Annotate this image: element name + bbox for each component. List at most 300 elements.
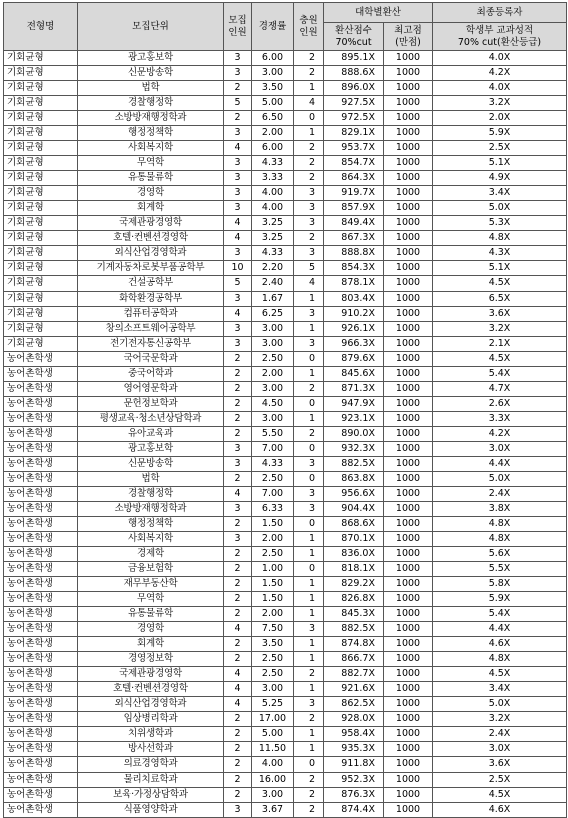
- cell-converted-score: 958.4X: [324, 727, 384, 742]
- cell-quota: 5: [224, 276, 252, 291]
- cell-gpa: 5.9X: [433, 126, 567, 141]
- cell-competition: 4.00: [252, 201, 294, 216]
- cell-additional: 2: [294, 171, 324, 186]
- cell-max-score: 1000: [384, 637, 433, 652]
- cell-max-score: 1000: [384, 471, 433, 486]
- cell-gpa: 5.0X: [433, 697, 567, 712]
- cell-admission-type: 농어촌학생: [4, 441, 78, 456]
- table-row: [4, 562, 567, 577]
- cell-quota: 4: [224, 231, 252, 246]
- cell-unit: 경찰행정학: [78, 486, 224, 501]
- table-row: [4, 486, 567, 501]
- cell-quota: 2: [224, 577, 252, 592]
- cell-unit: 국제관광경영학: [78, 216, 224, 231]
- cell-max-score: 1000: [384, 622, 433, 637]
- cell-admission-type: 기회균형: [4, 246, 78, 261]
- cell-unit: 치위생학과: [78, 727, 224, 742]
- cell-converted-score: 888.6X: [324, 66, 384, 81]
- cell-unit: 전기전자통신공학부: [78, 336, 224, 351]
- cell-converted-score: 882.7X: [324, 667, 384, 682]
- cell-quota: 3: [224, 802, 252, 817]
- cell-quota: 2: [224, 607, 252, 622]
- cell-gpa: 5.3X: [433, 216, 567, 231]
- cell-additional: 1: [294, 532, 324, 547]
- cell-quota: 3: [224, 336, 252, 351]
- cell-quota: 2: [224, 111, 252, 126]
- cell-max-score: 1000: [384, 787, 433, 802]
- cell-gpa: 4.9X: [433, 171, 567, 186]
- cell-converted-score: 888.8X: [324, 246, 384, 261]
- cell-additional: 3: [294, 697, 324, 712]
- cell-additional: 3: [294, 201, 324, 216]
- cell-converted-score: 868.6X: [324, 516, 384, 531]
- cell-unit: 화학환경공학부: [78, 291, 224, 306]
- cell-converted-score: 874.4X: [324, 802, 384, 817]
- cell-admission-type: 기회균형: [4, 261, 78, 276]
- cell-additional: 3: [294, 486, 324, 501]
- cell-competition: 7.00: [252, 486, 294, 501]
- cell-converted-score: 953.7X: [324, 141, 384, 156]
- admission-results-page: [3, 2, 566, 818]
- cell-max-score: 1000: [384, 216, 433, 231]
- cell-max-score: 1000: [384, 126, 433, 141]
- table-row: [4, 592, 567, 607]
- table-row: [4, 727, 567, 742]
- cell-admission-type: 기회균형: [4, 321, 78, 336]
- cell-unit: 유통물류학: [78, 171, 224, 186]
- cell-admission-type: 기회균형: [4, 111, 78, 126]
- cell-admission-type: 농어촌학생: [4, 411, 78, 426]
- header-quota: [224, 3, 252, 51]
- cell-competition: 5.25: [252, 697, 294, 712]
- cell-competition: 4.00: [252, 757, 294, 772]
- cell-quota: 2: [224, 787, 252, 802]
- header-gpa-line-1: 학생부 교과성적: [465, 24, 534, 36]
- header-gpa-line-2: 70% cut(환산등급): [457, 36, 542, 48]
- header-max-score-line-1: 최고점: [394, 24, 422, 36]
- cell-converted-score: 864.3X: [324, 171, 384, 186]
- cell-converted-score: 966.3X: [324, 336, 384, 351]
- cell-competition: 1.50: [252, 516, 294, 531]
- cell-converted-score: 863.8X: [324, 471, 384, 486]
- cell-gpa: 2.5X: [433, 141, 567, 156]
- cell-competition: 7.50: [252, 622, 294, 637]
- cell-admission-type: 농어촌학생: [4, 787, 78, 802]
- table-row: [4, 201, 567, 216]
- cell-quota: 10: [224, 261, 252, 276]
- cell-max-score: 1000: [384, 682, 433, 697]
- cell-max-score: 1000: [384, 562, 433, 577]
- cell-max-score: 1000: [384, 276, 433, 291]
- cell-quota: 4: [224, 306, 252, 321]
- cell-quota: 2: [224, 426, 252, 441]
- cell-competition: 2.00: [252, 607, 294, 622]
- cell-max-score: 1000: [384, 742, 433, 757]
- cell-quota: 3: [224, 321, 252, 336]
- table-row: [4, 757, 567, 772]
- cell-competition: 6.50: [252, 111, 294, 126]
- cell-gpa: 4.6X: [433, 637, 567, 652]
- table-row: [4, 802, 567, 817]
- table-row: [4, 66, 567, 81]
- cell-admission-type: 농어촌학생: [4, 592, 78, 607]
- cell-additional: 0: [294, 516, 324, 531]
- cell-additional: 2: [294, 51, 324, 66]
- cell-additional: 1: [294, 637, 324, 652]
- cell-max-score: 1000: [384, 532, 433, 547]
- cell-gpa: 4.5X: [433, 667, 567, 682]
- cell-quota: 3: [224, 66, 252, 81]
- cell-admission-type: 농어촌학생: [4, 396, 78, 411]
- cell-unit: 법학: [78, 471, 224, 486]
- cell-quota: 2: [224, 411, 252, 426]
- cell-max-score: 1000: [384, 501, 433, 516]
- cell-gpa: 3.0X: [433, 742, 567, 757]
- cell-unit: 무역학: [78, 156, 224, 171]
- cell-additional: 3: [294, 622, 324, 637]
- cell-additional: 4: [294, 96, 324, 111]
- cell-converted-score: 919.7X: [324, 186, 384, 201]
- header-gpa: [433, 23, 567, 51]
- cell-additional: 3: [294, 216, 324, 231]
- cell-max-score: 1000: [384, 261, 433, 276]
- cell-admission-type: 농어촌학생: [4, 547, 78, 562]
- cell-gpa: 4.8X: [433, 532, 567, 547]
- cell-gpa: 3.6X: [433, 757, 567, 772]
- cell-max-score: 1000: [384, 697, 433, 712]
- cell-additional: 0: [294, 396, 324, 411]
- cell-additional: 3: [294, 336, 324, 351]
- cell-unit: 문헌정보학과: [78, 396, 224, 411]
- cell-additional: 2: [294, 787, 324, 802]
- cell-converted-score: 878.1X: [324, 276, 384, 291]
- cell-max-score: 1000: [384, 291, 433, 306]
- cell-competition: 1.50: [252, 577, 294, 592]
- cell-max-score: 1000: [384, 441, 433, 456]
- cell-quota: 3: [224, 441, 252, 456]
- table-row: [4, 381, 567, 396]
- cell-additional: 2: [294, 156, 324, 171]
- cell-competition: 2.00: [252, 532, 294, 547]
- cell-quota: 3: [224, 156, 252, 171]
- cell-converted-score: 911.8X: [324, 757, 384, 772]
- cell-admission-type: 기회균형: [4, 201, 78, 216]
- cell-admission-type: 농어촌학생: [4, 501, 78, 516]
- cell-max-score: 1000: [384, 186, 433, 201]
- cell-quota: 2: [224, 652, 252, 667]
- cell-quota: 2: [224, 562, 252, 577]
- cell-max-score: 1000: [384, 381, 433, 396]
- cell-admission-type: 농어촌학생: [4, 682, 78, 697]
- cell-gpa: 3.2X: [433, 321, 567, 336]
- cell-max-score: 1000: [384, 336, 433, 351]
- header-unit: 모집단위: [78, 3, 224, 51]
- cell-competition: 4.00: [252, 186, 294, 201]
- cell-competition: 3.50: [252, 637, 294, 652]
- cell-competition: 3.00: [252, 321, 294, 336]
- table-row: [4, 51, 567, 66]
- cell-max-score: 1000: [384, 81, 433, 96]
- cell-max-score: 1000: [384, 156, 433, 171]
- cell-converted-score: 818.1X: [324, 562, 384, 577]
- table-row: [4, 501, 567, 516]
- cell-max-score: 1000: [384, 712, 433, 727]
- cell-max-score: 1000: [384, 321, 433, 336]
- cell-quota: 3: [224, 201, 252, 216]
- cell-unit: 금융보험학: [78, 562, 224, 577]
- cell-gpa: 4.8X: [433, 516, 567, 531]
- cell-additional: 1: [294, 291, 324, 306]
- cell-converted-score: 926.1X: [324, 321, 384, 336]
- table-row: [4, 81, 567, 96]
- cell-quota: 4: [224, 486, 252, 501]
- header-converted-score: [324, 23, 384, 51]
- cell-admission-type: 농어촌학생: [4, 742, 78, 757]
- cell-quota: 4: [224, 682, 252, 697]
- cell-admission-type: 농어촌학생: [4, 516, 78, 531]
- cell-competition: 2.50: [252, 471, 294, 486]
- cell-competition: 3.00: [252, 381, 294, 396]
- table-row: [4, 171, 567, 186]
- cell-gpa: 4.5X: [433, 276, 567, 291]
- table-row: [4, 411, 567, 426]
- cell-unit: 신문방송학: [78, 66, 224, 81]
- cell-additional: 3: [294, 306, 324, 321]
- cell-additional: 2: [294, 231, 324, 246]
- cell-unit: 경영정보학: [78, 652, 224, 667]
- cell-max-score: 1000: [384, 802, 433, 817]
- cell-admission-type: 기회균형: [4, 81, 78, 96]
- cell-admission-type: 기회균형: [4, 51, 78, 66]
- table-row: [4, 667, 567, 682]
- cell-additional: 1: [294, 366, 324, 381]
- cell-additional: 2: [294, 802, 324, 817]
- cell-quota: 2: [224, 516, 252, 531]
- cell-unit: 회계학: [78, 201, 224, 216]
- cell-unit: 보육·가정상담학과: [78, 787, 224, 802]
- table-row: [4, 607, 567, 622]
- cell-quota: 3: [224, 456, 252, 471]
- cell-unit: 소방방재행정학과: [78, 501, 224, 516]
- cell-competition: 4.33: [252, 246, 294, 261]
- cell-quota: 4: [224, 622, 252, 637]
- cell-converted-score: 904.4X: [324, 501, 384, 516]
- table-row: [4, 426, 567, 441]
- cell-converted-score: 803.4X: [324, 291, 384, 306]
- cell-converted-score: 921.6X: [324, 682, 384, 697]
- cell-unit: 의료경영학과: [78, 757, 224, 772]
- cell-gpa: 3.0X: [433, 441, 567, 456]
- cell-quota: 2: [224, 381, 252, 396]
- cell-competition: 4.33: [252, 456, 294, 471]
- cell-max-score: 1000: [384, 486, 433, 501]
- cell-gpa: 4.2X: [433, 426, 567, 441]
- cell-max-score: 1000: [384, 66, 433, 81]
- cell-gpa: 4.4X: [433, 456, 567, 471]
- cell-additional: 2: [294, 712, 324, 727]
- cell-unit: 방사선학과: [78, 742, 224, 757]
- cell-converted-score: 866.7X: [324, 652, 384, 667]
- cell-admission-type: 농어촌학생: [4, 727, 78, 742]
- cell-quota: 2: [224, 742, 252, 757]
- cell-gpa: 4.0X: [433, 51, 567, 66]
- cell-converted-score: 972.5X: [324, 111, 384, 126]
- cell-converted-score: 956.6X: [324, 486, 384, 501]
- cell-max-score: 1000: [384, 231, 433, 246]
- cell-competition: 2.40: [252, 276, 294, 291]
- cell-unit: 국어국문학과: [78, 351, 224, 366]
- table-row: [4, 697, 567, 712]
- cell-gpa: 4.4X: [433, 622, 567, 637]
- cell-max-score: 1000: [384, 306, 433, 321]
- cell-converted-score: 857.9X: [324, 201, 384, 216]
- header-quota-line-1: 모집: [228, 14, 247, 26]
- cell-additional: 1: [294, 81, 324, 96]
- table-row: [4, 261, 567, 276]
- cell-max-score: 1000: [384, 171, 433, 186]
- cell-competition: 6.25: [252, 306, 294, 321]
- cell-competition: 1.67: [252, 291, 294, 306]
- cell-gpa: 5.8X: [433, 577, 567, 592]
- cell-unit: 평생교육·청소년상담학과: [78, 411, 224, 426]
- cell-competition: 3.67: [252, 802, 294, 817]
- cell-competition: 1.50: [252, 592, 294, 607]
- cell-competition: 2.50: [252, 351, 294, 366]
- cell-max-score: 1000: [384, 411, 433, 426]
- cell-additional: 2: [294, 66, 324, 81]
- cell-gpa: 5.4X: [433, 366, 567, 381]
- cell-unit: 유아교육과: [78, 426, 224, 441]
- cell-additional: 2: [294, 426, 324, 441]
- cell-max-score: 1000: [384, 51, 433, 66]
- cell-converted-score: 879.6X: [324, 351, 384, 366]
- cell-unit: 법학: [78, 81, 224, 96]
- cell-gpa: 4.0X: [433, 81, 567, 96]
- cell-quota: 4: [224, 697, 252, 712]
- table-row: [4, 141, 567, 156]
- cell-converted-score: 874.8X: [324, 637, 384, 652]
- cell-competition: 11.50: [252, 742, 294, 757]
- table-row: [4, 787, 567, 802]
- cell-competition: 3.25: [252, 216, 294, 231]
- table-row: [4, 652, 567, 667]
- cell-competition: 4.50: [252, 396, 294, 411]
- cell-gpa: 2.4X: [433, 727, 567, 742]
- cell-quota: 3: [224, 532, 252, 547]
- cell-unit: 물리치료학과: [78, 772, 224, 787]
- cell-admission-type: 농어촌학생: [4, 697, 78, 712]
- table-row: [4, 186, 567, 201]
- cell-admission-type: 기회균형: [4, 141, 78, 156]
- cell-unit: 회계학: [78, 637, 224, 652]
- cell-max-score: 1000: [384, 426, 433, 441]
- cell-additional: 1: [294, 652, 324, 667]
- cell-unit: 신문방송학: [78, 456, 224, 471]
- cell-admission-type: 농어촌학생: [4, 456, 78, 471]
- cell-max-score: 1000: [384, 456, 433, 471]
- table-row: [4, 96, 567, 111]
- cell-max-score: 1000: [384, 727, 433, 742]
- cell-converted-score: 854.3X: [324, 261, 384, 276]
- cell-unit: 경영학: [78, 622, 224, 637]
- cell-additional: 0: [294, 757, 324, 772]
- cell-admission-type: 기회균형: [4, 126, 78, 141]
- cell-unit: 소방방재행정학과: [78, 111, 224, 126]
- cell-max-score: 1000: [384, 141, 433, 156]
- cell-competition: 3.50: [252, 81, 294, 96]
- cell-additional: 2: [294, 667, 324, 682]
- cell-gpa: 5.1X: [433, 156, 567, 171]
- table-row: [4, 396, 567, 411]
- cell-max-score: 1000: [384, 547, 433, 562]
- cell-gpa: 5.6X: [433, 547, 567, 562]
- cell-gpa: 3.8X: [433, 501, 567, 516]
- table-row: [4, 306, 567, 321]
- table-row: [4, 441, 567, 456]
- table-row: [4, 291, 567, 306]
- cell-converted-score: 836.0X: [324, 547, 384, 562]
- cell-additional: 2: [294, 772, 324, 787]
- cell-gpa: 5.9X: [433, 592, 567, 607]
- cell-admission-type: 기회균형: [4, 66, 78, 81]
- cell-gpa: 4.7X: [433, 381, 567, 396]
- cell-additional: 5: [294, 261, 324, 276]
- cell-gpa: 4.8X: [433, 652, 567, 667]
- table-row: [4, 742, 567, 757]
- cell-competition: 1.00: [252, 562, 294, 577]
- cell-quota: 2: [224, 471, 252, 486]
- cell-quota: 3: [224, 171, 252, 186]
- cell-gpa: 4.3X: [433, 246, 567, 261]
- cell-gpa: 4.5X: [433, 351, 567, 366]
- cell-additional: 1: [294, 547, 324, 562]
- cell-competition: 17.00: [252, 712, 294, 727]
- cell-gpa: 2.5X: [433, 772, 567, 787]
- cell-admission-type: 농어촌학생: [4, 757, 78, 772]
- cell-admission-type: 기회균형: [4, 231, 78, 246]
- cell-gpa: 2.0X: [433, 111, 567, 126]
- cell-gpa: 4.8X: [433, 231, 567, 246]
- cell-admission-type: 기회균형: [4, 291, 78, 306]
- cell-admission-type: 농어촌학생: [4, 426, 78, 441]
- table-row: [4, 366, 567, 381]
- cell-gpa: 4.5X: [433, 787, 567, 802]
- cell-quota: 3: [224, 501, 252, 516]
- cell-quota: 2: [224, 547, 252, 562]
- table-row: [4, 622, 567, 637]
- cell-admission-type: 농어촌학생: [4, 577, 78, 592]
- cell-max-score: 1000: [384, 96, 433, 111]
- cell-converted-score: 862.5X: [324, 697, 384, 712]
- cell-competition: 3.33: [252, 171, 294, 186]
- cell-converted-score: 845.3X: [324, 607, 384, 622]
- cell-unit: 외식산업경영학과: [78, 246, 224, 261]
- cell-admission-type: 농어촌학생: [4, 486, 78, 501]
- cell-admission-type: 농어촌학생: [4, 667, 78, 682]
- cell-converted-score: 923.1X: [324, 411, 384, 426]
- cell-quota: 4: [224, 141, 252, 156]
- cell-gpa: 5.1X: [433, 261, 567, 276]
- cell-additional: 1: [294, 742, 324, 757]
- header-quota-line-2: 인원: [228, 26, 247, 38]
- table-row: [4, 682, 567, 697]
- cell-converted-score: 952.3X: [324, 772, 384, 787]
- cell-admission-type: 기회균형: [4, 156, 78, 171]
- cell-admission-type: 기회균형: [4, 171, 78, 186]
- cell-converted-score: 854.7X: [324, 156, 384, 171]
- cell-gpa: 3.4X: [433, 682, 567, 697]
- cell-admission-type: 기회균형: [4, 306, 78, 321]
